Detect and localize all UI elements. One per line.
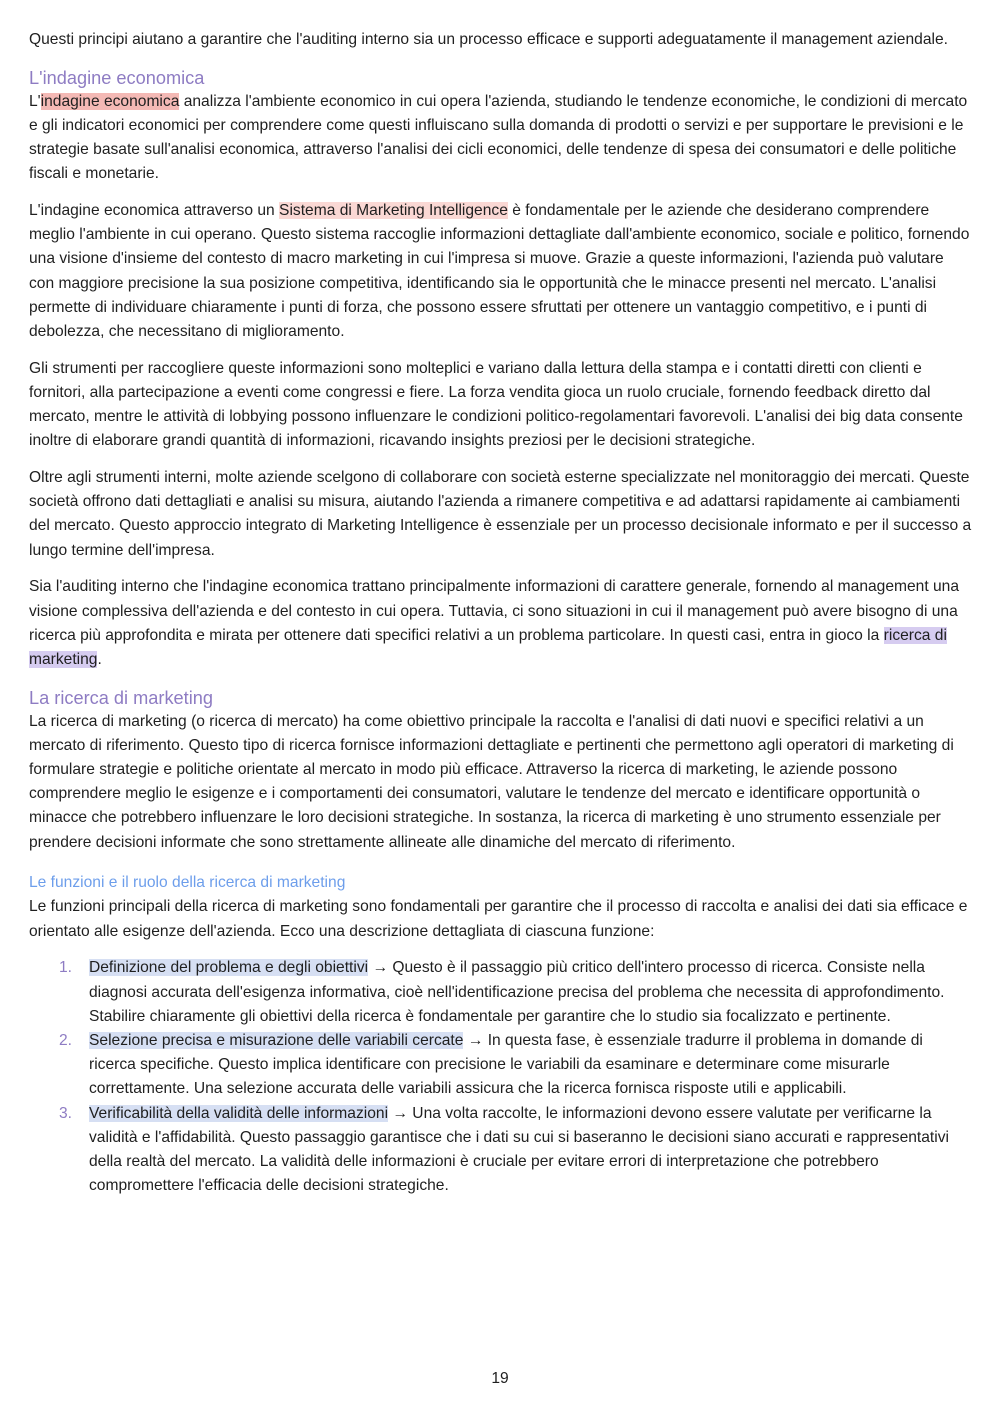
intro-paragraph: Questi principi aiutano a garantire che l'auditing interno sia un processo efficace e supporti adeguatamente il management aziendale.: [29, 31, 948, 48]
subheading-funzioni-ruolo: Le funzioni e il ruolo della ricerca di marketing: [29, 874, 346, 892]
highlight-indagine-economica: indagine economica: [40, 92, 180, 110]
paragraph-strumenti: Gli strumenti per raccogliere queste informazioni sono molteplici e variano dalla lettura della stampa e i contatti diretti con clienti e fornitori, alla partecipazione a eventi come congressi e fiere. La forza vendita gioca un ruolo cruciale, fornendo feedback diretto dal mercato, mentre le attività di lobbying possono influenzare le condizioni politico-regolamentari favorevoli. L'analisi dei big data consente inoltre di elaborare grandi quantità di informazioni, ricavando insights preziosi per le decisioni strategiche.: [29, 359, 963, 450]
page-number: 19: [491, 1370, 509, 1387]
list-item-text: → In questa fase, è essenziale tradurre il problema in domande di ricerca specifiche. Questo implica identificare con precisione le variabili da esaminare e determinare come misurarle correttamente. Una selezione accurata delle variabili assicura che la ricerca fornisca risposte utili e applicabili.: [89, 1031, 923, 1098]
highlight-ricerca-di-marketing: ricerca di marketing: [29, 626, 947, 668]
highlight-list-term: Definizione del problema e degli obiettivi: [89, 959, 369, 977]
heading-ricerca-di-marketing: La ricerca di marketing: [29, 687, 213, 708]
list-item: [29, 956, 973, 1029]
list-item: [29, 1102, 973, 1199]
highlight-list-term: Selezione precisa e misurazione delle variabili cercate: [89, 1031, 464, 1049]
paragraph-ricerca-di-marketing: La ricerca di marketing (o ricerca di mercato) ha come obiettivo principale la raccolta e l'analisi di dati nuovi e specifici relativi a un mercato di riferimento. Questo tipo di ricerca fornisce informazioni dettagliate e pertinenti che permettono agli operatori di marketing di formulare strategie e politiche orientate al mercato in modo più efficace. Attraverso la ricerca di marketing, le aziende possono comprendere meglio le esigenze e i comportamenti dei consumatori, valutare le tendenze del mercato e identificare opportunità o minacce che potrebbero influenzare le loro decisioni strategiche. In sostanza, la ricerca di marketing è uno strumento essenziale per prendere decisioni informate che sono strettamente allineate alle dinamiche del mercato di riferimento.: [29, 712, 954, 851]
paragraph-transizione: [29, 575, 973, 672]
list-number: 3.: [59, 1104, 73, 1122]
paragraph-societa-esterne: Oltre agli strumenti interni, molte aziende scelgono di collaborare con società esterne specializzate nel monitoraggio dei mercati. Queste società offrono dati dettagliati e analisi su misura, aiutando l'azienda a rimanere competitiva e ad adattarsi rapidamente ai cambiamenti del mercato. Questo approccio integrato di Marketing Intelligence è essenziale per un processo decisionale informato e per il successo a lungo termine dell'impresa.: [29, 469, 972, 559]
highlight-sistema-marketing-intelligence: Sistema di Marketing Intelligence: [279, 202, 508, 220]
paragraph-marketing-intelligence: [29, 199, 973, 344]
text-run: L'indagine economica attraverso un: [29, 202, 280, 220]
text-run: L': [29, 92, 41, 110]
text-run: .: [97, 650, 102, 668]
heading-indagine-economica: L'indagine economica: [29, 67, 205, 88]
document-page: [29, 28, 973, 1198]
text-run: è fondamentale per le aziende che desiderano comprendere meglio l'ambiente in cui operano. Questo sistema raccoglie informazioni dettagliate dall'ambiente economico, sociale e politico, fornendo una visione d'insieme del contesto di macro marketing in cui l'impresa si muove. Grazie a queste informazioni, l'azienda può valutare con maggiore precisione la sua posizione competitiva, identificando sia le opportunità che le minacce presenti nel mercato. L'analisi permette di individuare chiaramente i punti di forza, che possono essere sfruttati per ottenere un vantaggio competitivo, e i punti di debolezza, che necessitano di miglioramento.: [29, 202, 970, 341]
paragraph-funzioni-intro: Le funzioni principali della ricerca di marketing sono fondamentali per garantire che il processo di raccolta e analisi dei dati sia efficace e orientato alle esigenze dell'azienda. Ecco una descrizione dettagliata di ciascuna funzione:: [29, 898, 968, 940]
list-number: 2.: [59, 1031, 73, 1049]
highlight-list-term: Verificabilità della validità delle informazioni: [89, 1104, 389, 1122]
text-run: analizza l'ambiente economico in cui opera l'azienda, studiando le tendenze economiche, le condizioni di mercato e gli indicatori economici per comprendere come questi influiscano sulla domanda di prodotti o servizi e per supportare le previsioni e le strategie basate sull'analisi economica, attraverso l'analisi dei cicli economici, delle tendenze di spesa dei consumatori e delle politiche fiscali e monetarie.: [29, 92, 968, 183]
list-number: 1.: [59, 959, 73, 977]
list-item-text: → Una volta raccolte, le informazioni devono essere valutate per verificarne la validità e l'affidabilità. Questo passaggio garantisce che i dati su cui si baseranno le decisioni siano accurati e rappresentativi della realtà del mercato. La validità delle informazioni è cruciale per evitare errori di interpretazione che potrebbero compromettere l'efficacia delle decisioni strategiche.: [89, 1104, 949, 1195]
list-item-text: → Questo è il passaggio più critico dell'intero processo di ricerca. Consiste nella diagnosi accurata dell'esigenza informativa, cioè nell'identificazione precisa del problema che necessita di approfondimento. Stabilire chiaramente gli obiettivi della ricerca è fondamentale per garantire che lo studio sia focalizzato e pertinente.: [89, 959, 945, 1025]
text-run: Sia l'auditing interno che l'indagine economica trattano principalmente informazioni di carattere generale, fornendo al management una visione complessiva dell'azienda e del contesto in cui opera. Tuttavia, ci sono situazioni in cui il management può avere bisogno di una ricerca più approfondita e mirata per ottenere dati specifici relativi a un problema particolare. In questi casi, entra in gioco la: [29, 578, 960, 644]
list-item: [29, 1029, 973, 1102]
paragraph-indagine-economica: [29, 90, 973, 187]
functions-list: [29, 956, 973, 1198]
